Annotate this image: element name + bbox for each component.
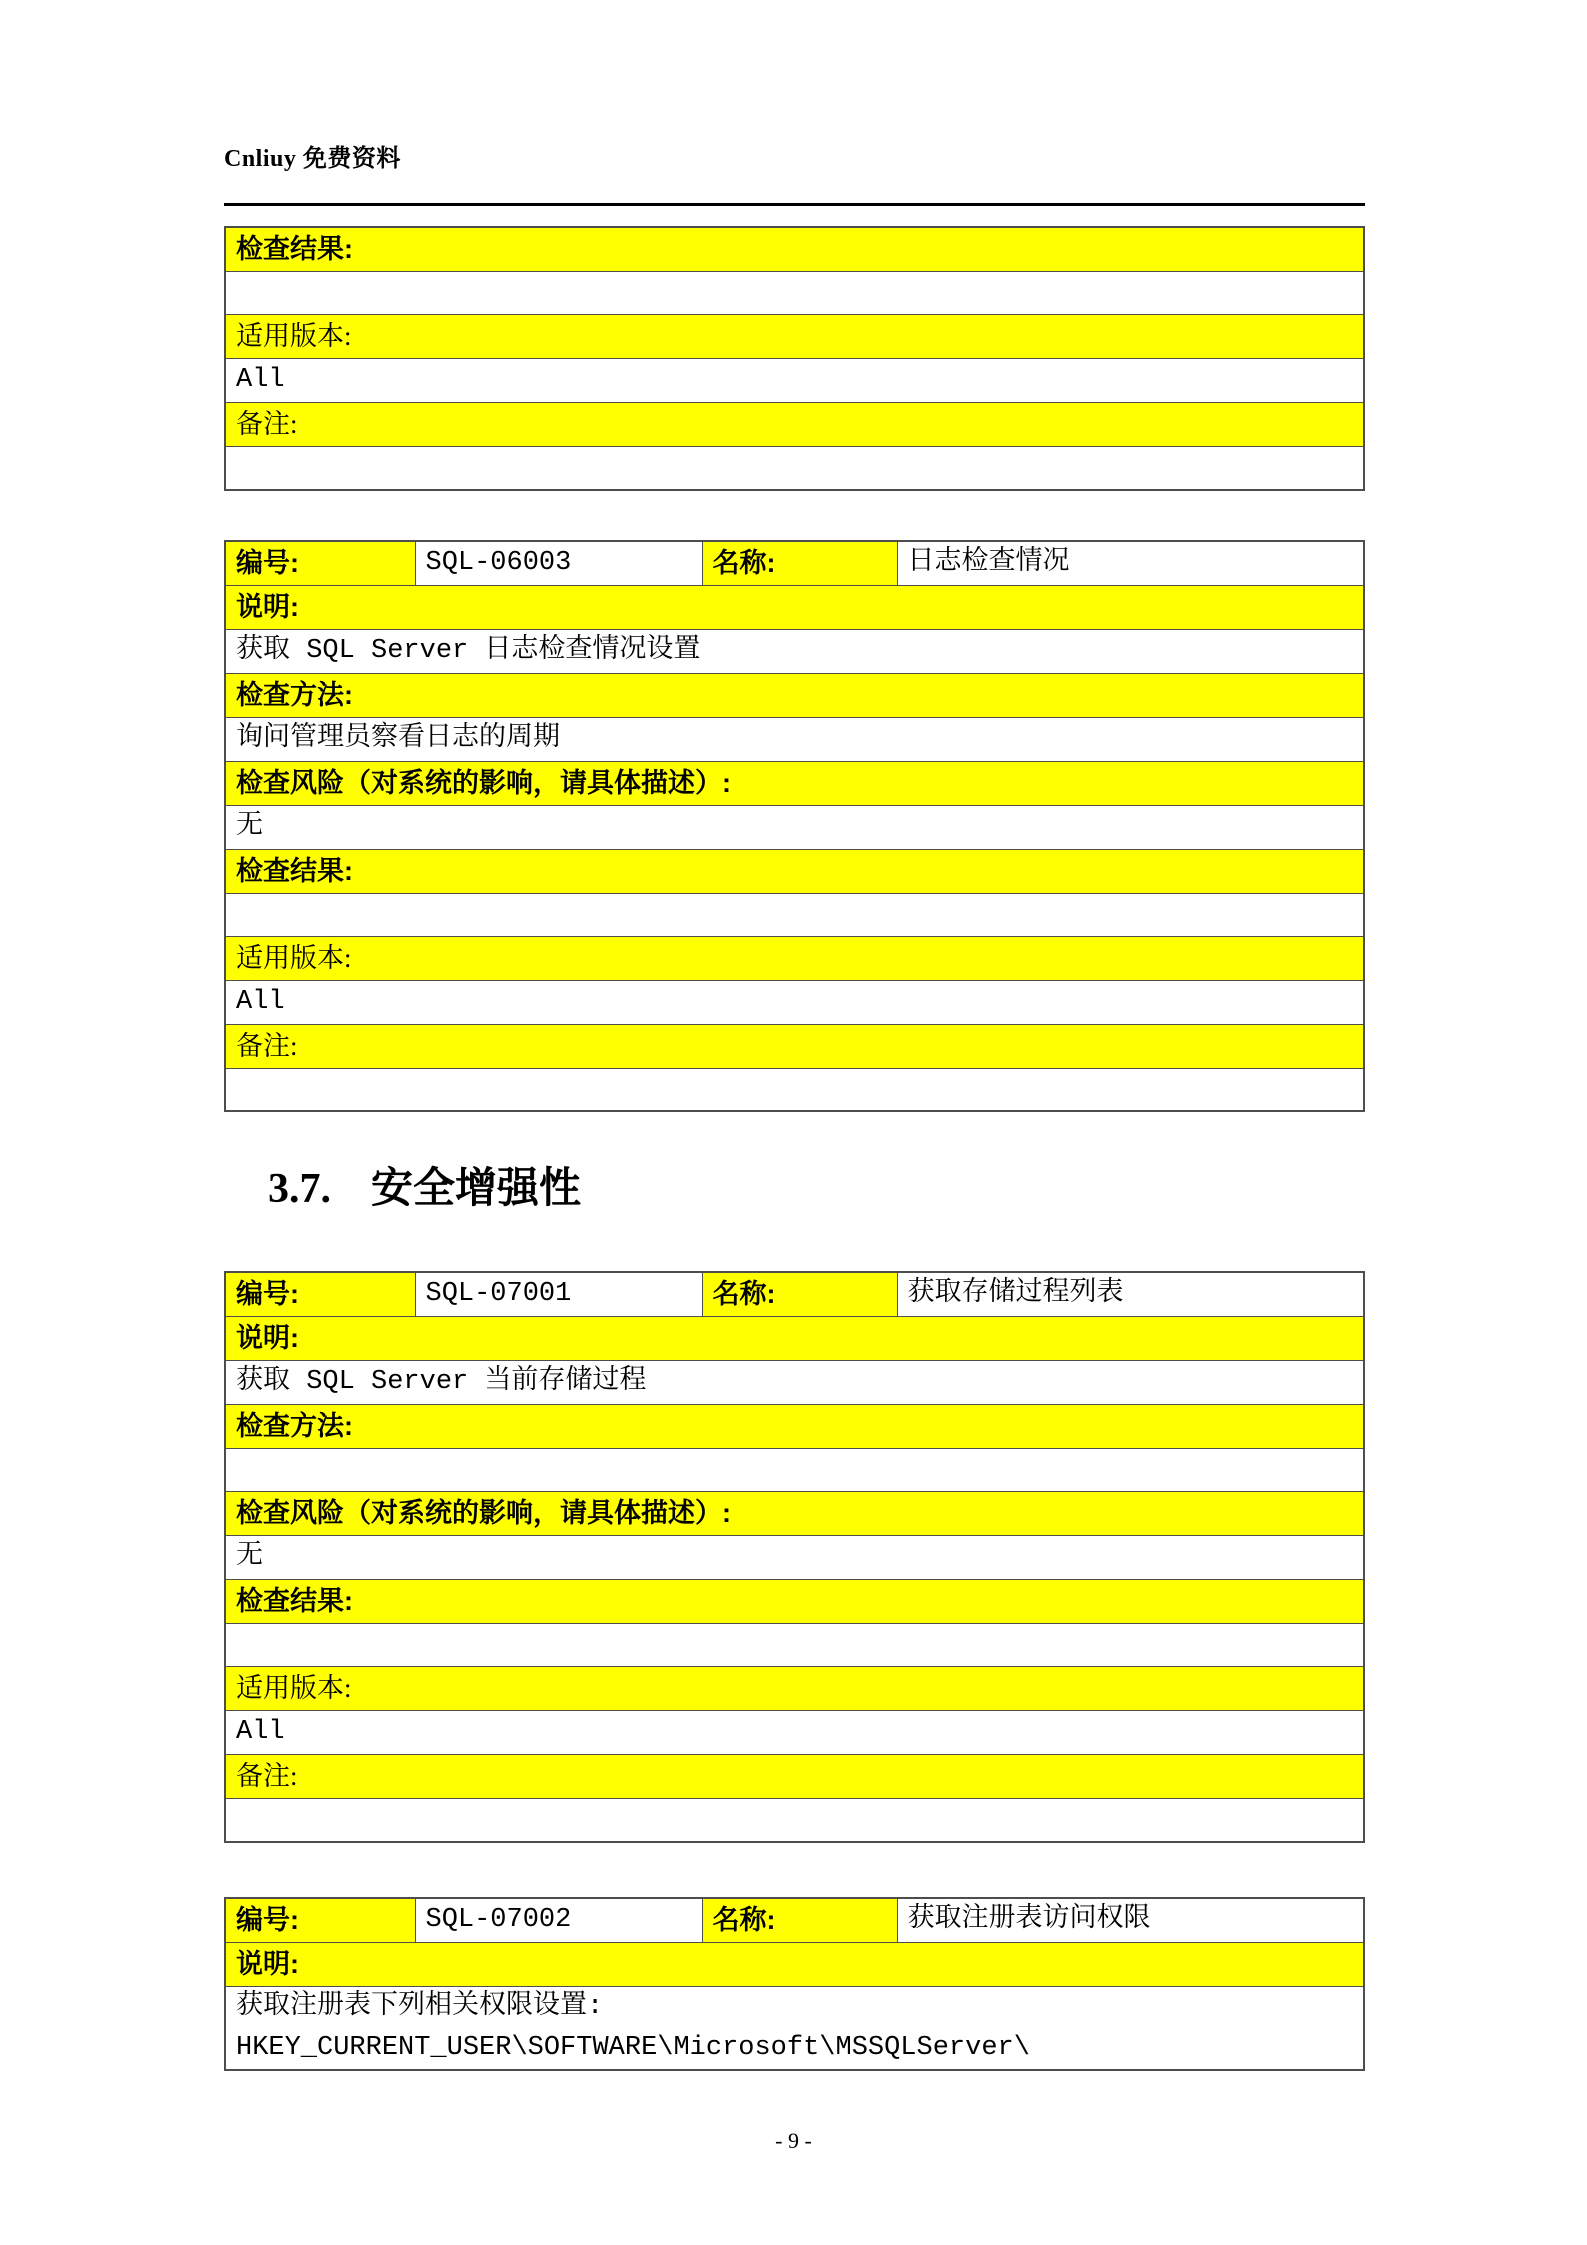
name-value-cell: 获取注册表访问权限 — [897, 1898, 1364, 1943]
check-table-sql06003 — [224, 540, 1365, 1113]
id-label-cell: 编号: — [225, 541, 415, 586]
section-number: 3.7. — [268, 1166, 331, 1212]
description-value-row — [225, 1986, 1364, 2070]
remark-label-row — [225, 403, 1364, 447]
description-line-1: 获取注册表下列相关权限设置: — [236, 1991, 604, 2022]
version-value-row — [225, 359, 1364, 403]
check-table-partial — [224, 226, 1365, 491]
risk-value-row — [225, 805, 1364, 849]
id-value-cell: SQL-06003 — [415, 541, 702, 586]
remark-label-cell: 备注: — [225, 1755, 1364, 1799]
remark-value-row — [225, 1799, 1364, 1842]
result-value-cell — [225, 1624, 1364, 1667]
id-label-cell: 编号: — [225, 1898, 415, 1943]
header-title: Cnliuy 免费资料 — [224, 146, 401, 172]
version-value-row — [225, 1711, 1364, 1755]
description-value-cell: 获取 SQL Server 日志检查情况设置 — [225, 629, 1364, 673]
description-value-cell: 获取 SQL Server 当前存储过程 — [225, 1361, 1364, 1405]
result-value-row — [225, 1624, 1364, 1667]
check-table-sql07002 — [224, 1897, 1365, 2071]
page-number: - 9 - — [775, 2128, 812, 2153]
method-label-cell: 检查方法: — [225, 1405, 1364, 1449]
remark-value-row — [225, 1068, 1364, 1111]
risk-value-row — [225, 1536, 1364, 1580]
result-value-cell — [225, 893, 1364, 936]
version-label-cell: 适用版本: — [225, 1667, 1364, 1711]
id-value-cell: SQL-07002 — [415, 1898, 702, 1943]
name-value-cell: 获取存储过程列表 — [897, 1272, 1364, 1317]
id-name-row — [225, 1272, 1364, 1317]
result-value-row — [225, 272, 1364, 315]
method-label-row — [225, 673, 1364, 717]
name-label-cell: 名称: — [702, 541, 897, 586]
risk-label-cell: 检查风险（对系统的影响，请具体描述）: — [225, 1492, 1364, 1536]
version-value-cell: All — [225, 359, 1364, 403]
risk-label-row — [225, 761, 1364, 805]
version-label-cell: 适用版本: — [225, 315, 1364, 359]
description-label-row — [225, 1942, 1364, 1986]
method-label-row — [225, 1405, 1364, 1449]
id-name-row — [225, 541, 1364, 586]
description-line-2: HKEY_CURRENT_USER\SOFTWARE\Microsoft\MSSQLServer\ — [236, 2032, 1030, 2063]
name-label-cell: 名称: — [702, 1272, 897, 1317]
method-value-row — [225, 717, 1364, 761]
result-label-cell: 检查结果: — [225, 1580, 1364, 1624]
name-label-cell: 名称: — [702, 1898, 897, 1943]
description-value-cell — [225, 1986, 1364, 2070]
result-label-row — [225, 1580, 1364, 1624]
risk-label-cell: 检查风险（对系统的影响，请具体描述）: — [225, 761, 1364, 805]
remark-value-cell — [225, 1068, 1364, 1111]
content-area — [224, 0, 1365, 2071]
header-rule — [224, 203, 1365, 206]
version-label-row — [225, 936, 1364, 980]
id-name-row — [225, 1898, 1364, 1943]
method-value-row — [225, 1449, 1364, 1492]
result-label-cell: 检查结果: — [225, 849, 1364, 893]
result-value-row — [225, 893, 1364, 936]
id-label-cell: 编号: — [225, 1272, 415, 1317]
version-value-cell: All — [225, 980, 1364, 1024]
description-label-row — [225, 1317, 1364, 1361]
doc-header — [224, 0, 1365, 206]
version-label-cell: 适用版本: — [225, 936, 1364, 980]
name-value-cell: 日志检查情况 — [897, 541, 1364, 586]
remark-value-row — [225, 447, 1364, 490]
section-title: 安全增强性 — [371, 1164, 582, 1211]
result-label-cell: 检查结果: — [225, 227, 1364, 272]
description-label-cell: 说明: — [225, 1942, 1364, 1986]
version-label-row — [225, 315, 1364, 359]
remark-label-cell: 备注: — [225, 403, 1364, 447]
remark-value-cell — [225, 1799, 1364, 1842]
id-value-cell: SQL-07001 — [415, 1272, 702, 1317]
remark-label-row — [225, 1024, 1364, 1068]
description-label-cell: 说明: — [225, 585, 1364, 629]
method-value-cell — [225, 1449, 1364, 1492]
method-value-cell: 询问管理员察看日志的周期 — [225, 717, 1364, 761]
risk-value-cell: 无 — [225, 805, 1364, 849]
risk-label-row — [225, 1492, 1364, 1536]
section-heading — [268, 1164, 1365, 1213]
result-label-row — [225, 227, 1364, 272]
method-label-cell: 检查方法: — [225, 673, 1364, 717]
remark-value-cell — [225, 447, 1364, 490]
version-value-row — [225, 980, 1364, 1024]
version-value-cell: All — [225, 1711, 1364, 1755]
remark-label-row — [225, 1755, 1364, 1799]
description-value-row — [225, 1361, 1364, 1405]
result-label-row — [225, 849, 1364, 893]
description-label-row — [225, 585, 1364, 629]
risk-value-cell: 无 — [225, 1536, 1364, 1580]
version-label-row — [225, 1667, 1364, 1711]
check-table-sql07001 — [224, 1271, 1365, 1843]
remark-label-cell: 备注: — [225, 1024, 1364, 1068]
result-value-cell — [225, 272, 1364, 315]
description-label-cell: 说明: — [225, 1317, 1364, 1361]
description-value-row — [225, 629, 1364, 673]
